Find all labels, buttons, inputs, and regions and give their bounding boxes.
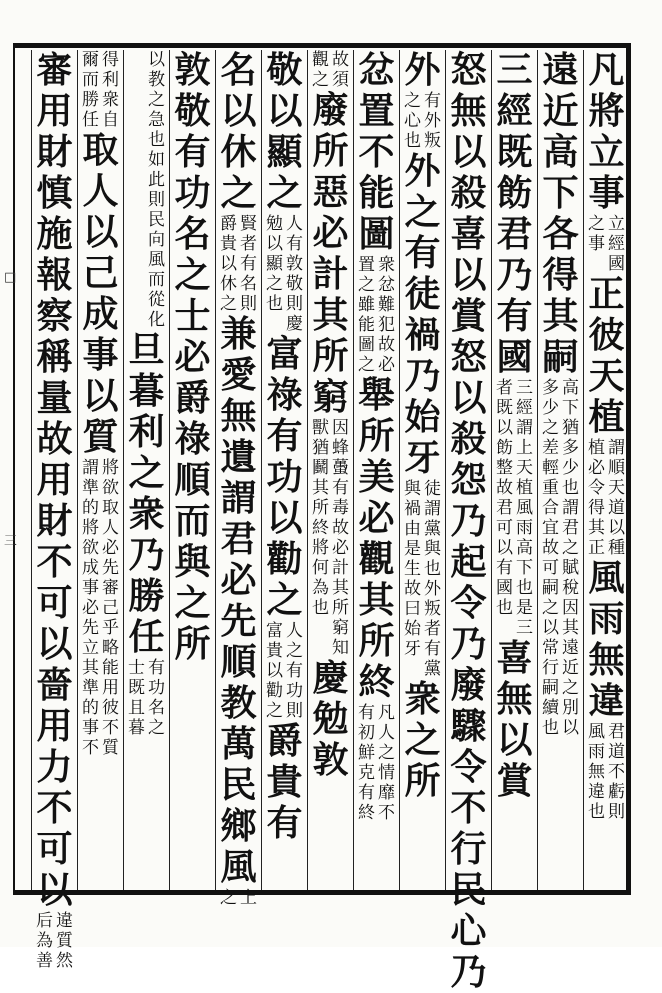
commentary-left-line: 猶 鬬 其 所 終 將 何 為 也	[312, 438, 329, 618]
commentary-note	[493, 378, 537, 638]
text-column	[445, 49, 491, 993]
text-column	[261, 50, 307, 890]
commentary-right-line: 以 教 之 急 也 如 此 則 民 向 風 而 從 化	[148, 50, 165, 330]
text-column	[537, 50, 583, 890]
main-text: 舉 所 美 必 觀 其 所 終	[358, 374, 395, 703]
margin-mark: 三	[4, 534, 18, 549]
commentary-right-line: 謂 順 天 道 以 種	[608, 438, 625, 558]
main-text: 兼 愛 無 遺 謂 君 必 先 順 教 萬 民 鄉 風	[220, 313, 257, 888]
main-text: 衆 之 所	[404, 678, 441, 802]
commentary-note	[585, 438, 629, 558]
commentary-left-line: 后 為 善	[36, 911, 53, 971]
commentary-right-line: 得 利 衆 自	[102, 50, 119, 130]
main-text: 正 彼 天 植	[588, 273, 625, 438]
commentary-note	[355, 255, 399, 375]
text-column	[583, 50, 629, 890]
commentary-left-line: 富 貴 以 勸 之	[266, 621, 283, 721]
commentary-note	[585, 722, 629, 822]
commentary-note	[217, 214, 261, 314]
commentary-right-line: 高 下 猶 多 少 也 謂 君 之 賦 稅 因 其 遠 近 之 別 以	[562, 378, 579, 738]
commentary-note	[33, 911, 77, 971]
main-text: 外	[404, 49, 441, 91]
main-text: 富 祿 有 功 以 勸 之	[266, 333, 303, 621]
commentary-left-line: 爵 貴 以 休 之	[220, 214, 237, 314]
text-column	[123, 50, 169, 890]
commentary-note	[217, 888, 261, 908]
text-column	[31, 49, 77, 971]
commentary-right-line: 衆 忿 難 犯 故 必	[378, 255, 395, 375]
commentary-left-line: 謂 準 的 將 欲 成 事 必 先 立 其 準 的 事 不	[82, 458, 99, 758]
main-text: 敦 敬 有 功 名 之 士 必 爵 祿 順 而 與 之 所	[174, 49, 211, 665]
commentary-note	[401, 91, 445, 151]
commentary-right-line: 徒 謂 黨 與 也 外 叛 者 有 黨	[424, 479, 441, 679]
commentary-note	[79, 50, 123, 130]
commentary-note	[309, 418, 353, 438]
commentary-right-line: 凡 人 之 情 靡 不	[378, 703, 395, 823]
main-text: 風 雨 無 違	[588, 557, 625, 722]
commentary-left-line: 觀 之	[312, 50, 329, 90]
commentary-left-line: 置 之 雖 能 圖 之	[358, 255, 375, 375]
main-text: 遠 近 高 下 各 得 其 嗣	[542, 49, 579, 378]
main-text: 名 以 休 之	[220, 49, 257, 214]
commentary-left-line: 士 既 且 暮	[128, 658, 145, 738]
commentary-left-line: 風 雨 無 違 也	[588, 722, 605, 822]
commentary-right-line: 人 之 有 功 則	[286, 621, 303, 721]
commentary-right-line: 有 外 叛	[424, 91, 441, 151]
text-column	[353, 50, 399, 890]
commentary-left-line: 之 心 也	[404, 91, 421, 151]
main-text: 怒 無 以 殺 喜 以 賞 怒 以 殺 怨 乃 起 令 乃 廢 驟 令 不 行 民 心 乃	[450, 49, 487, 993]
text-column	[169, 50, 215, 890]
commentary-left-line: 之	[220, 888, 237, 908]
main-text: 廢 所 惡 必 計 其 所 窮	[312, 89, 349, 418]
commentary-left-line: 植 必 令 得 其 正	[588, 438, 605, 558]
commentary-right-line: 違 質 然	[56, 911, 73, 971]
commentary-note	[309, 438, 353, 658]
commentary-right-line: 有 功 名 之	[148, 658, 165, 738]
commentary-note	[125, 658, 169, 738]
margin-mark: □	[4, 270, 17, 285]
commentary-note	[585, 214, 629, 274]
text-column	[307, 50, 353, 890]
left-margin-marks	[0, 60, 18, 880]
commentary-note	[401, 479, 445, 679]
commentary-left-line: 多 少 之 差 輕 重 合 宜 故 可 嗣 之 以 常 行 嗣 續 也	[542, 378, 559, 738]
commentary-right-line: 賢 者 有 名 則	[240, 214, 257, 314]
commentary-note	[263, 214, 307, 334]
text-column	[77, 50, 123, 890]
commentary-left-line: 之 事	[588, 214, 605, 254]
main-text: 外 之 有 徒 禍 乃 始 牙	[404, 150, 441, 479]
text-column	[399, 50, 445, 890]
commentary-right-line: 立 經 國	[608, 214, 625, 274]
commentary-left-line: 爾 而 勝 任	[82, 50, 99, 130]
main-text: 敬 以 顯 之	[266, 49, 303, 214]
commentary-left-line: 勉 以 顯 之 也	[266, 214, 283, 314]
main-text: 凡 將 立 事	[588, 49, 625, 214]
main-text: 爵 貴 有	[266, 720, 303, 844]
main-text: 忿 置 不 能 圖	[358, 49, 395, 255]
commentary-left-line: 與 禍 由 是 生 故 曰 始 牙	[404, 479, 421, 659]
commentary-note	[125, 50, 169, 330]
commentary-right-line: 因	[332, 418, 349, 438]
main-text: 三 經 既 飭 君 乃 有 國	[496, 49, 533, 378]
commentary-note	[355, 703, 399, 823]
commentary-note	[79, 458, 123, 758]
main-text: 慶 勉 敦	[312, 657, 349, 781]
commentary-left-line: 獸	[312, 418, 329, 438]
commentary-note	[539, 378, 583, 738]
commentary-right-line: 故 須	[332, 50, 349, 90]
main-text: 審 用 財 慎 施 報 察 稱 量 故 用 財 不 可 以 嗇 用 力 不 可 以	[36, 49, 73, 911]
commentary-right-line: 上	[240, 888, 257, 908]
main-text: 取 人 以 己 成 事 以 質	[82, 129, 119, 458]
commentary-right-line: 蜂 蠆 有 毒 故 必 計 其 所 窮 知	[332, 438, 349, 658]
main-text: 喜 無 以 賞	[496, 637, 533, 802]
text-column	[491, 50, 537, 890]
commentary-right-line: 將 欲 取 人 必 先 審 己 乎 略 能 用 彼 不 質	[102, 458, 119, 758]
commentary-left-line: 者 既 以 飭 整 故 君 可 以 有 國 也	[496, 378, 513, 618]
commentary-note	[309, 50, 353, 90]
text-column	[215, 49, 261, 908]
main-text: 旦 暮 利 之 衆 乃 勝 任	[128, 329, 165, 658]
commentary-note	[263, 621, 307, 721]
commentary-right-line: 三 經 謂 上 天 植 風 雨 高 下 也 是 三	[516, 378, 533, 638]
commentary-right-line: 人 有 敦 敬 則 慶	[286, 214, 303, 334]
commentary-right-line: 君 道 不 虧 則	[608, 722, 625, 822]
commentary-left-line: 有 初 鮮 克 有 終	[358, 703, 375, 823]
